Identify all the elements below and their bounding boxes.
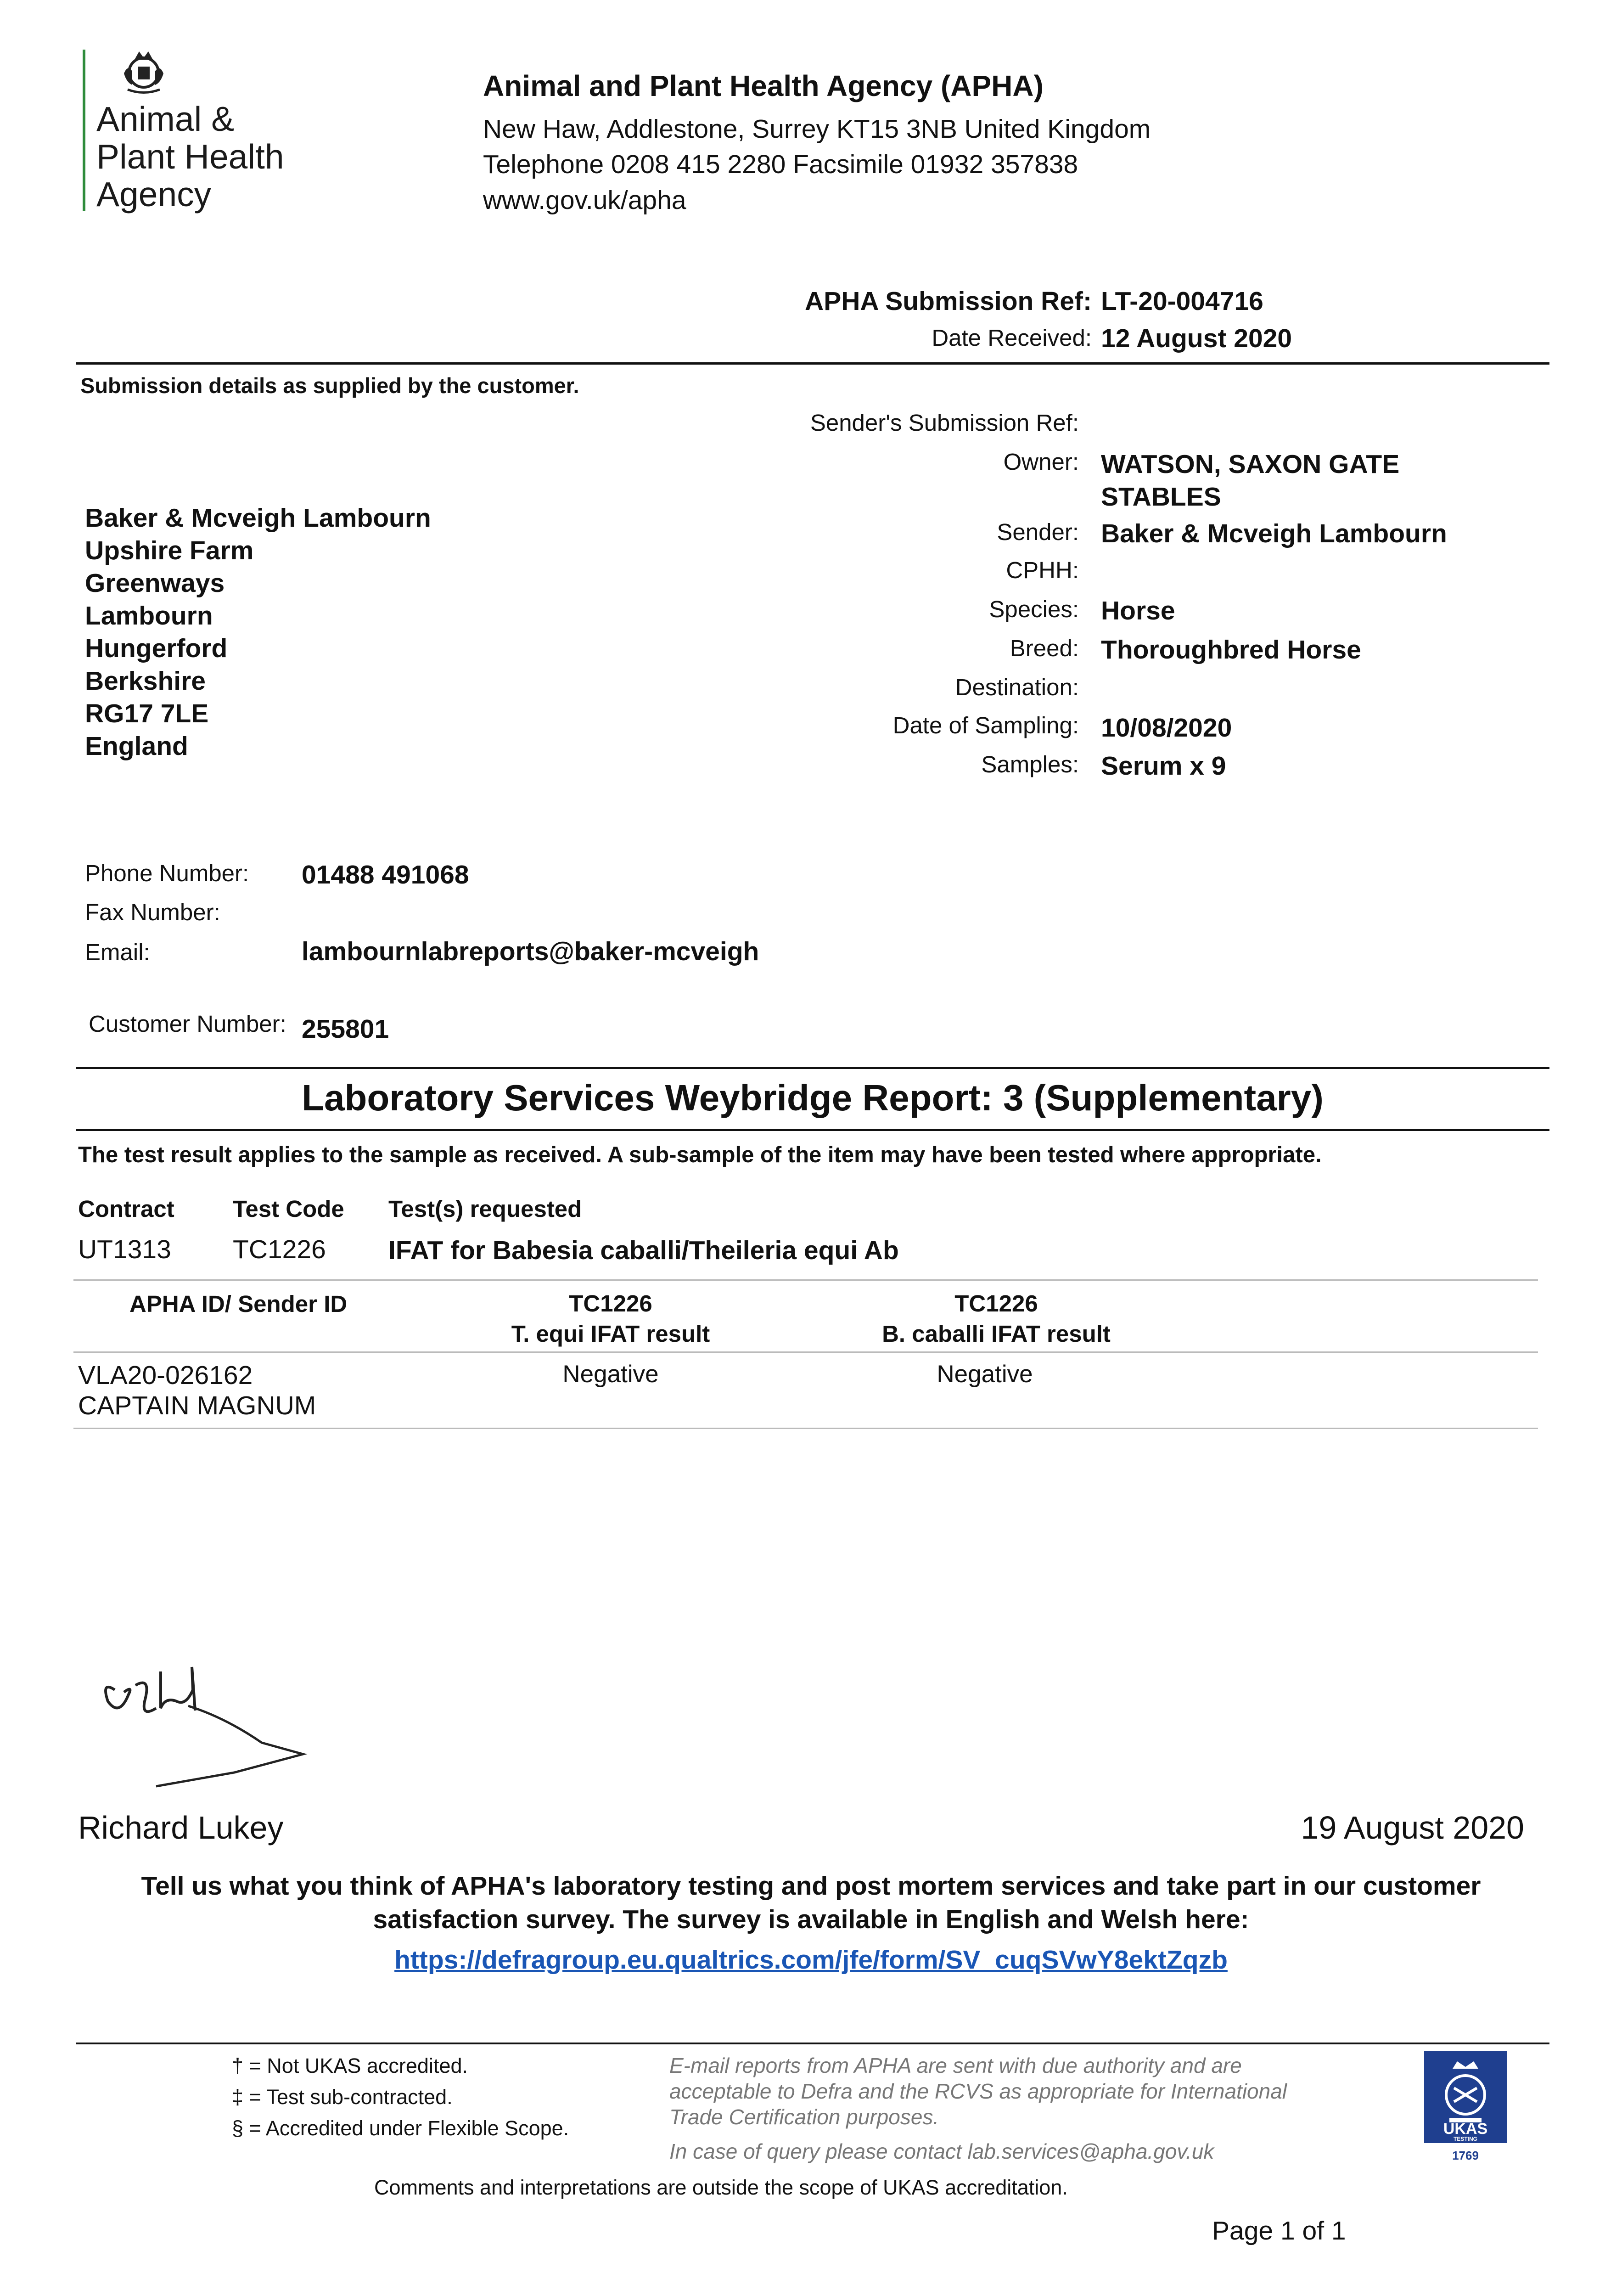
ukas-label: UKAS: [1443, 2120, 1488, 2138]
signatory-name: Richard Lukey: [78, 1810, 284, 1846]
row-b-caballi-result: Negative: [937, 1361, 1033, 1388]
header-t-equi: TC1226 T. equi IFAT result: [511, 1290, 710, 1347]
logo-text: Animal & Plant Health Agency: [96, 100, 284, 214]
footer-legend: † = Not UKAS accredited. ‡ = Test sub-contracted. § = Accredited under Flexible Scope.: [232, 2054, 569, 2140]
footer-rule: [76, 2043, 1549, 2044]
breed-label: Breed:: [1010, 635, 1079, 661]
ukas-number: 1769: [1452, 2149, 1479, 2162]
ukas-sub: TESTING: [1453, 2136, 1477, 2142]
date-sampling-value: 10/08/2020: [1101, 713, 1232, 743]
survey-link[interactable]: https://defragroup.eu.qualtrics.com/jfe/form/SV_cuqSVwY8ektZqzb: [394, 1945, 1228, 1975]
customer-number-value: 255801: [302, 1014, 389, 1044]
report-top-rule: [76, 1067, 1549, 1069]
customer-address: Baker & Mcveigh Lambourn Upshire Farm Greenways Lambourn Hungerford Berkshire RG17 7LE England: [85, 503, 431, 761]
date-received-label: Date Received:: [932, 325, 1092, 351]
phone-label: Phone Number:: [85, 860, 249, 886]
header-divider: [76, 362, 1549, 365]
survey-line2: satisfaction survey. The survey is available in English and Welsh here:: [373, 1905, 1249, 1934]
owner-value: WATSON, SAXON GATE STABLES: [1101, 450, 1400, 512]
agency-title: Animal and Plant Health Agency (APHA): [483, 69, 1044, 102]
results-table: [73, 1279, 1538, 1431]
table-header-line: [73, 1351, 1538, 1353]
agency-phone: Telephone 0208 415 2280 Facsimile 01932 357838: [483, 150, 1078, 179]
signature-image: [96, 1658, 317, 1795]
sender-value: Baker & Mcveigh Lambourn: [1101, 519, 1447, 548]
tests-value: IFAT for Babesia caballi/Theileria equi Ab: [388, 1236, 899, 1265]
signature-date: 19 August 2020: [1301, 1810, 1524, 1846]
fax-label: Fax Number:: [85, 899, 220, 925]
report-disclaimer: The test result applies to the sample as received. A sub-sample of the item may have been tested where appropriate.: [78, 1142, 1322, 1167]
report-bottom-rule: [76, 1129, 1549, 1131]
table-bottom-line: [73, 1428, 1538, 1429]
submission-ref-label: APHA Submission Ref:: [805, 287, 1092, 316]
sender-label: Sender:: [997, 519, 1079, 545]
submission-ref-value: LT-20-004716: [1101, 287, 1263, 316]
survey-line1: Tell us what you think of APHA's laboratory testing and post mortem services and take part in our customer: [141, 1871, 1481, 1901]
customer-number-label: Customer Number:: [89, 1011, 286, 1037]
ukas-logo: [1424, 2051, 1507, 2173]
footer-comments: Comments and interpretations are outside the scope of UKAS accreditation.: [374, 2176, 1068, 2199]
row-t-equi-result: Negative: [562, 1361, 659, 1388]
tests-header: Test(s) requested: [388, 1196, 582, 1222]
species-value: Horse: [1101, 596, 1175, 625]
samples-value: Serum x 9: [1101, 751, 1226, 781]
apha-logo: [83, 46, 303, 216]
senders-ref-label: Sender's Submission Ref:: [810, 410, 1079, 436]
contract-header: Contract: [78, 1196, 174, 1222]
agency-address: New Haw, Addlestone, Surrey KT15 3NB United Kingdom: [483, 114, 1151, 144]
email-label: Email:: [85, 939, 150, 965]
testcode-value: TC1226: [233, 1235, 326, 1264]
logo-green-bar: [83, 50, 85, 211]
table-top-line: [73, 1279, 1538, 1281]
header-b-caballi: TC1226 B. caballi IFAT result: [882, 1290, 1111, 1347]
owner-label: Owner:: [1003, 449, 1079, 475]
contract-value: UT1313: [78, 1235, 171, 1264]
footer-query: In case of query please contact lab.services@apha.gov.uk: [669, 2139, 1214, 2163]
row-apha-id: VLA20-026162 CAPTAIN MAGNUM: [78, 1361, 316, 1420]
destination-label: Destination:: [955, 674, 1079, 700]
date-received-value: 12 August 2020: [1101, 324, 1292, 353]
table-row: [78, 1360, 1538, 1424]
agency-website: www.gov.uk/apha: [483, 186, 686, 215]
header-id: APHA ID/ Sender ID: [129, 1291, 348, 1317]
cphh-label: CPHH:: [1006, 557, 1079, 583]
royal-crest-icon: [118, 46, 169, 96]
email-value: lambournlabreports@baker-mcveigh: [302, 937, 759, 966]
footer-note: E-mail reports from APHA are sent with due authority and are acceptable to Defra and the RCVS as appropriate for International Trade Certification purposes.: [669, 2054, 1287, 2129]
species-label: Species:: [989, 596, 1079, 622]
breed-value: Thoroughbred Horse: [1101, 635, 1361, 664]
testcode-header: Test Code: [233, 1196, 344, 1222]
survey-link-row: [0, 1945, 1622, 1975]
samples-label: Samples:: [981, 751, 1079, 777]
details-heading: Submission details as supplied by the customer.: [80, 373, 579, 398]
report-title: Laboratory Services Weybridge Report: 3 (Supplementary): [302, 1077, 1324, 1118]
phone-value: 01488 491068: [302, 860, 469, 889]
page-number: Page 1 of 1: [1212, 2216, 1346, 2245]
date-sampling-label: Date of Sampling:: [892, 712, 1079, 738]
